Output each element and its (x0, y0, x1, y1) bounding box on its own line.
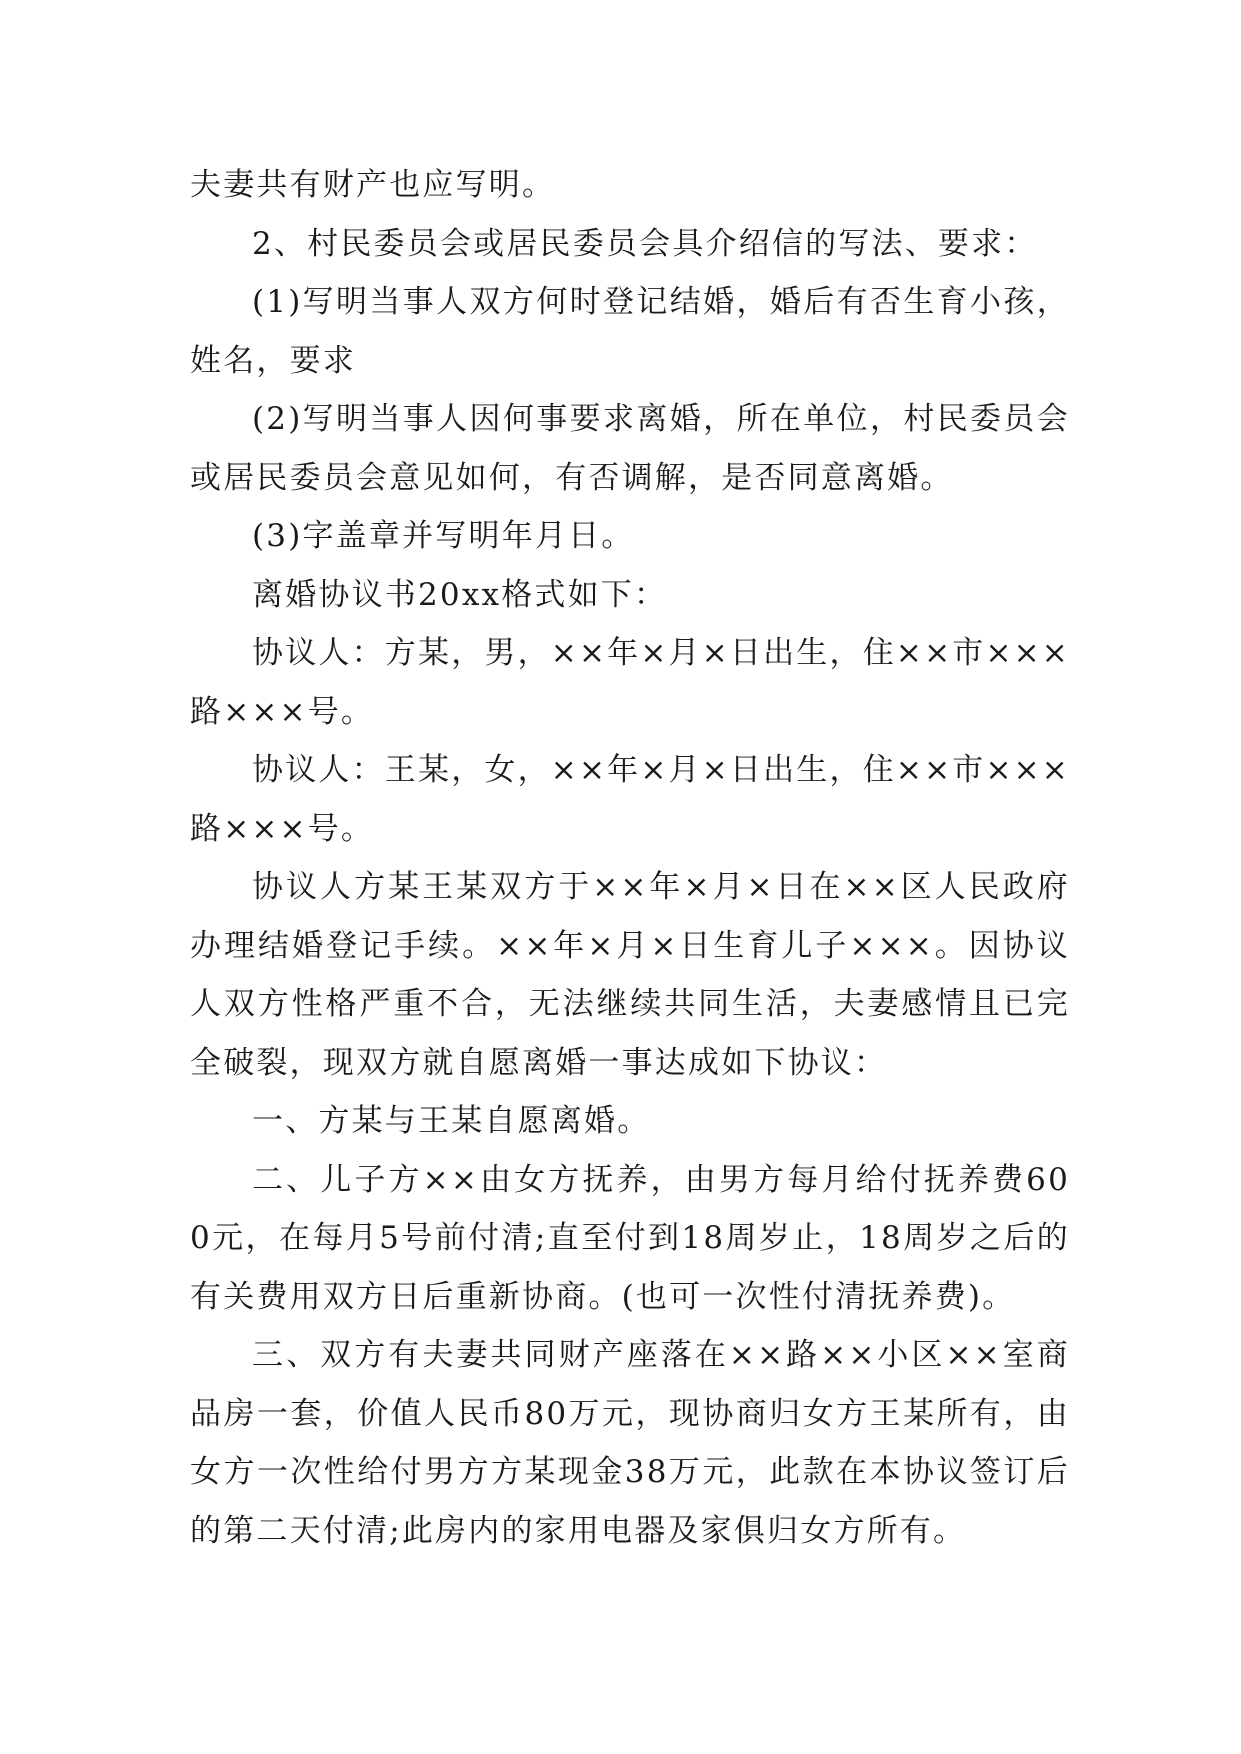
document-body (190, 156, 1070, 1560)
paragraph-party-female: 协议人：王某，女，××年×月×日出生，住××市×××路×××号。 (190, 752, 1070, 847)
paragraph-marriage-background: 协议人方某王某双方于××年×月×日在××区人民政府办理结婚登记手续。××年×月×日生育儿子×××。因协议人双方性格严重不合，无法继续共同生活，夫妻感情且已完全破裂，现双方就自愿离婚一事达成如下协议： (190, 869, 1070, 1081)
paragraph-requirement-3: (3)字盖章并写明年月日。 (252, 518, 635, 554)
paragraph-clause-1: 一、方某与王某自愿离婚。 (252, 1103, 651, 1139)
paragraph-requirement-2: (2)写明当事人因何事要求离婚，所在单位，村民委员会或居民委员会意见如何，有否调解，是否同意离婚。 (190, 401, 1070, 496)
paragraph-format-heading: 离婚协议书20xx格式如下： (252, 576, 668, 613)
paragraph-introduction-letter-requirements: 2、村民委员会或居民委员会具介绍信的写法、要求： (252, 225, 1038, 262)
paragraph-clause-3: 三、双方有夫妻共同财产座落在××路××小区××室商品房一套，价值人民币80万元，现协商归女方王某所有，由女方一次性给付男方方某现金38万元，此款在本协议签订后的第二天付清;此房内的家用电器及家俱归女方所有。 (190, 1337, 1070, 1549)
paragraph-requirement-1: (1)写明当事人双方何时登记结婚，婚后有否生育小孩，姓名，要求 (190, 284, 1070, 379)
paragraph-party-male: 协议人：方某，男，××年×月×日出生，住××市×××路×××号。 (190, 635, 1070, 730)
paragraph-clause-2: 二、儿子方××由女方抚养，由男方每月给付抚养费600元，在每月5号前付清;直至付到18周岁止，18周岁之后的有关费用双方日后重新协商。(也可一次性付清抚养费)。 (190, 1161, 1070, 1315)
paragraph-property-note: 夫妻共有财产也应写明。 (190, 167, 556, 203)
